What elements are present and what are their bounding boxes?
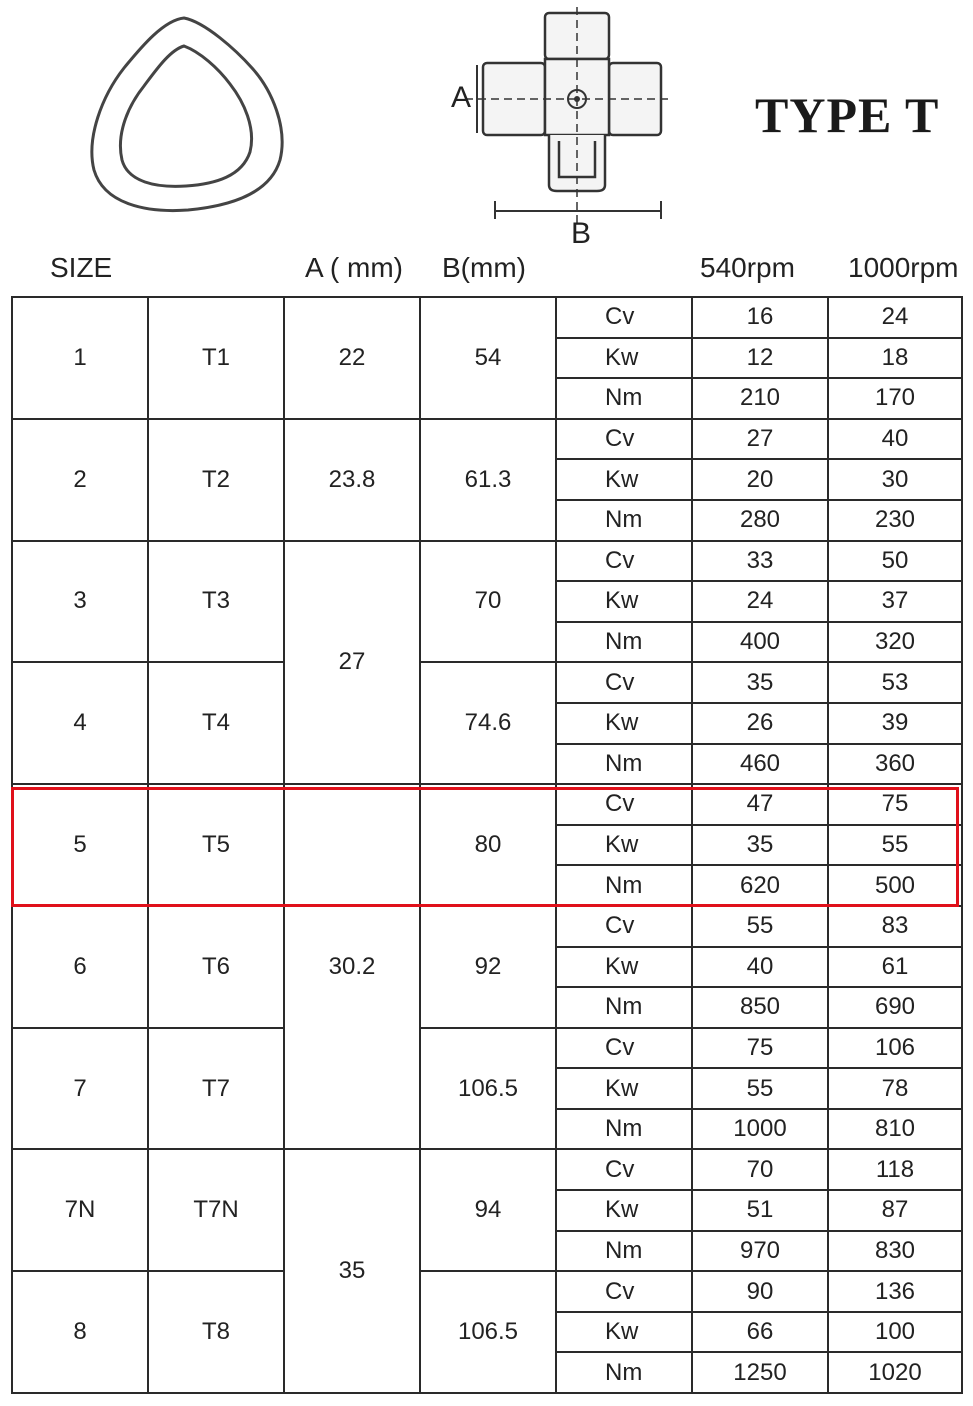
type-cell: T7N (148, 1149, 284, 1271)
rpm1000-cell: 37 (828, 581, 962, 622)
type-cell: T6 (148, 906, 284, 1028)
rpm540-cell: 16 (692, 297, 828, 338)
unit-cell: Nm (556, 1231, 692, 1272)
unit-cell: Kw (556, 1068, 692, 1109)
type-cell: T7 (148, 1028, 284, 1150)
rpm540-cell: 35 (692, 662, 828, 703)
rpm1000-cell: 53 (828, 662, 962, 703)
size-cell: 7 (12, 1028, 148, 1150)
unit-cell: Nm (556, 500, 692, 541)
unit-cell: Cv (556, 784, 692, 825)
unit-cell: Kw (556, 825, 692, 866)
b-mm-cell: 80 (420, 784, 556, 906)
rpm1000-cell: 83 (828, 906, 962, 947)
unit-cell: Nm (556, 622, 692, 663)
rpm540-cell: 20 (692, 459, 828, 500)
unit-cell: Cv (556, 297, 692, 338)
rpm1000-cell: 106 (828, 1028, 962, 1069)
triangular-tube-profile-icon (80, 10, 295, 225)
size-cell: 3 (12, 541, 148, 663)
table-row (12, 662, 962, 703)
rpm1000-cell: 118 (828, 1149, 962, 1190)
unit-cell: Nm (556, 378, 692, 419)
header-a-mm: A ( mm) (305, 252, 403, 283)
unit-cell: Kw (556, 581, 692, 622)
unit-cell: Nm (556, 865, 692, 906)
size-cell: 7N (12, 1149, 148, 1271)
b-mm-cell: 61.3 (420, 419, 556, 541)
unit-cell: Kw (556, 1190, 692, 1231)
b-mm-cell: 106.5 (420, 1271, 556, 1393)
table-row (12, 1271, 962, 1312)
type-cell: T4 (148, 662, 284, 784)
rpm1000-cell: 87 (828, 1190, 962, 1231)
rpm540-cell: 620 (692, 865, 828, 906)
rpm540-cell: 1000 (692, 1109, 828, 1150)
unit-cell: Cv (556, 662, 692, 703)
rpm1000-cell: 136 (828, 1271, 962, 1312)
type-cell: T2 (148, 419, 284, 541)
header-540rpm: 540rpm (700, 252, 795, 283)
rpm1000-cell: 40 (828, 419, 962, 460)
a-mm-cell: 30.2 (284, 784, 420, 1149)
rpm1000-cell: 50 (828, 541, 962, 582)
rpm1000-cell: 18 (828, 338, 962, 379)
page-title: TYPE T (755, 87, 940, 143)
rpm540-cell: 47 (692, 784, 828, 825)
unit-cell: Nm (556, 1109, 692, 1150)
rpm1000-cell: 320 (828, 622, 962, 663)
table-row (12, 1028, 962, 1069)
rpm1000-cell: 500 (828, 865, 962, 906)
unit-cell: Nm (556, 744, 692, 785)
rpm1000-cell: 690 (828, 987, 962, 1028)
rpm540-cell: 66 (692, 1312, 828, 1353)
unit-cell: Cv (556, 419, 692, 460)
b-mm-cell: 70 (420, 541, 556, 663)
rpm540-cell: 210 (692, 378, 828, 419)
table-row (12, 419, 962, 460)
type-cell: T3 (148, 541, 284, 663)
size-cell: 8 (12, 1271, 148, 1393)
unit-cell: Cv (556, 1149, 692, 1190)
unit-cell: Nm (556, 1352, 692, 1393)
size-cell: 4 (12, 662, 148, 784)
rpm540-cell: 33 (692, 541, 828, 582)
type-cell: T5 (148, 784, 284, 906)
rpm1000-cell: 61 (828, 947, 962, 988)
rpm540-cell: 400 (692, 622, 828, 663)
table-row (12, 541, 962, 582)
rpm540-cell: 35 (692, 825, 828, 866)
type-cell: T8 (148, 1271, 284, 1393)
rpm1000-cell: 830 (828, 1231, 962, 1272)
rpm540-cell: 51 (692, 1190, 828, 1231)
table-row (12, 297, 962, 338)
rpm540-cell: 27 (692, 419, 828, 460)
header-1000rpm: 1000rpm (848, 252, 959, 283)
b-mm-cell: 54 (420, 297, 556, 419)
header-b-mm: B(mm) (442, 252, 526, 283)
rpm540-cell: 40 (692, 947, 828, 988)
size-cell: 6 (12, 906, 148, 1028)
a-mm-cell: 27 (284, 541, 420, 785)
unit-cell: Cv (556, 906, 692, 947)
rpm540-cell: 75 (692, 1028, 828, 1069)
unit-cell: Nm (556, 987, 692, 1028)
rpm1000-cell: 30 (828, 459, 962, 500)
a-mm-cell: 35 (284, 1149, 420, 1393)
b-mm-cell: 106.5 (420, 1028, 556, 1150)
unit-cell: Kw (556, 947, 692, 988)
size-cell: 1 (12, 297, 148, 419)
type-cell: T1 (148, 297, 284, 419)
b-mm-cell: 94 (420, 1149, 556, 1271)
rpm1000-cell: 810 (828, 1109, 962, 1150)
rpm540-cell: 55 (692, 1068, 828, 1109)
unit-cell: Kw (556, 1312, 692, 1353)
unit-cell: Kw (556, 338, 692, 379)
rpm540-cell: 280 (692, 500, 828, 541)
rpm1000-cell: 170 (828, 378, 962, 419)
rpm540-cell: 460 (692, 744, 828, 785)
rpm1000-cell: 78 (828, 1068, 962, 1109)
rpm1000-cell: 100 (828, 1312, 962, 1353)
rpm540-cell: 90 (692, 1271, 828, 1312)
rpm540-cell: 970 (692, 1231, 828, 1272)
rpm1000-cell: 55 (828, 825, 962, 866)
rpm540-cell: 850 (692, 987, 828, 1028)
rpm540-cell: 55 (692, 906, 828, 947)
table-row (12, 906, 962, 947)
unit-cell: Kw (556, 459, 692, 500)
rpm1000-cell: 230 (828, 500, 962, 541)
rpm540-cell: 70 (692, 1149, 828, 1190)
rpm1000-cell: 39 (828, 703, 962, 744)
table-row (12, 784, 962, 825)
rpm540-cell: 26 (692, 703, 828, 744)
spec-table (11, 296, 963, 1394)
size-cell: 5 (12, 784, 148, 906)
rpm1000-cell: 24 (828, 297, 962, 338)
rpm1000-cell: 75 (828, 784, 962, 825)
unit-cell: Cv (556, 1271, 692, 1312)
unit-cell: Kw (556, 703, 692, 744)
a-mm-cell: 23.8 (284, 419, 420, 541)
header-size: SIZE (50, 252, 113, 283)
size-cell: 2 (12, 419, 148, 541)
rpm1000-cell: 1020 (828, 1352, 962, 1393)
dimension-label-b: B (571, 217, 592, 250)
rpm540-cell: 24 (692, 581, 828, 622)
rpm540-cell: 1250 (692, 1352, 828, 1393)
b-mm-cell: 74.6 (420, 662, 556, 784)
b-mm-cell: 92 (420, 906, 556, 1028)
table-row (12, 1149, 962, 1190)
unit-cell: Cv (556, 541, 692, 582)
universal-joint-cross-icon (445, 5, 680, 250)
rpm1000-cell: 360 (828, 744, 962, 785)
rpm540-cell: 12 (692, 338, 828, 379)
a-mm-cell: 22 (284, 297, 420, 419)
unit-cell: Cv (556, 1028, 692, 1069)
dimension-label-a: A (451, 81, 472, 114)
